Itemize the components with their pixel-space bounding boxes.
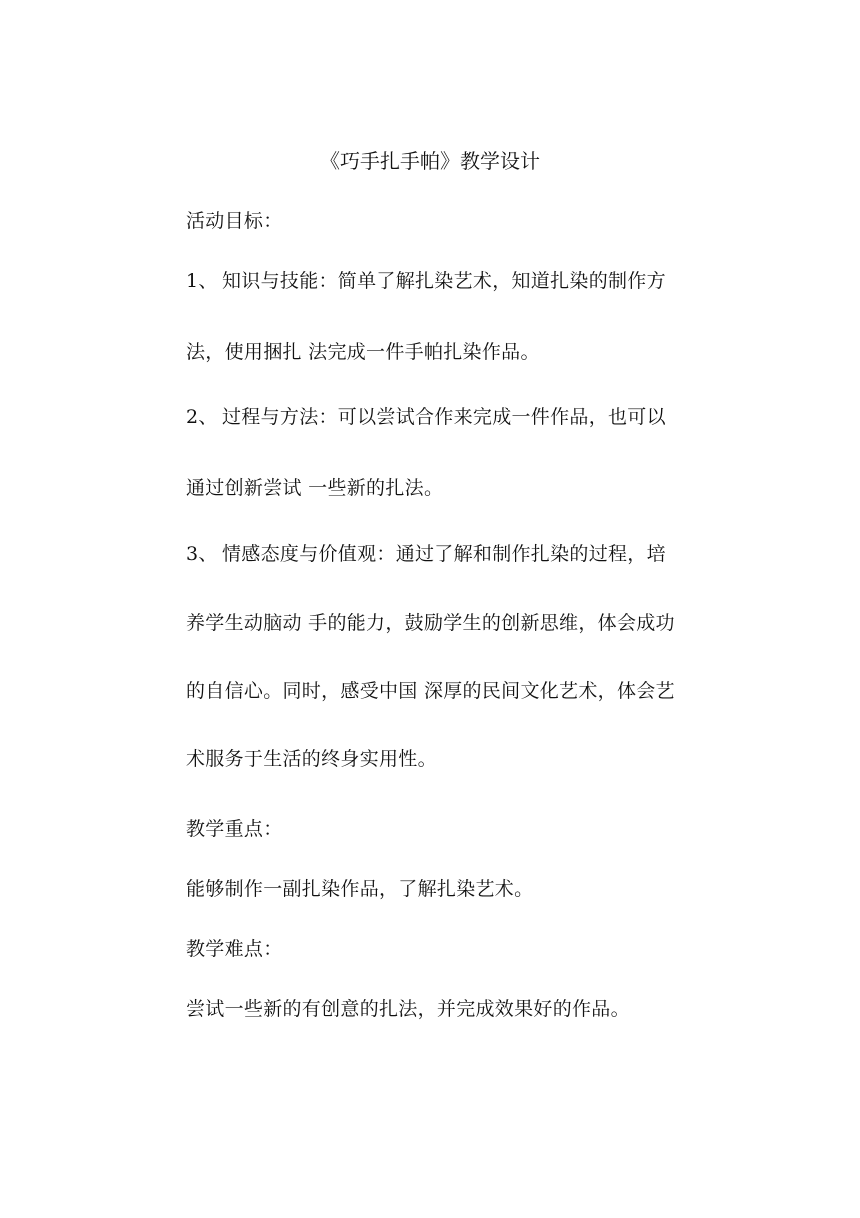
difficulty-heading: 教学难点： <box>186 938 283 960</box>
objective-2-line-1 <box>186 404 666 430</box>
objective-3-line-1 <box>186 541 666 567</box>
objective-3-number: 3、 <box>186 543 218 565</box>
objective-1-line-1 <box>186 268 666 294</box>
objective-3-line-4: 术服务于生活的终身实用性。 <box>186 748 437 770</box>
objective-3-line-3: 的自信心。同时，感受中国 深厚的民间文化艺术，体会艺 <box>186 680 675 702</box>
document-title: 《巧手扎手帕》教学设计 <box>320 149 540 173</box>
difficulty-text: 尝试一些新的有创意的扎法，并完成效果好的作品。 <box>186 998 630 1020</box>
objective-2-line-2: 通过创新尝试 一些新的扎法。 <box>186 477 444 499</box>
objective-1-line-2: 法，使用捆扎 法完成一件手帕扎染作品。 <box>186 341 540 363</box>
objective-1-text: 知识与技能：简单了解扎染艺术，知道扎染的制作方 <box>222 270 666 292</box>
objective-1-number: 1、 <box>186 270 218 292</box>
objective-3-text: 情感态度与价值观：通过了解和制作扎染的过程，培 <box>222 543 666 565</box>
objectives-heading: 活动目标： <box>186 210 283 232</box>
objective-3-line-2: 养学生动脑动 手的能力，鼓励学生的创新思维，体会成功 <box>186 612 675 634</box>
objective-2-text: 过程与方法：可以尝试合作来完成一件作品，也可以 <box>222 406 666 428</box>
key-point-text: 能够制作一副扎染作品，了解扎染艺术。 <box>186 878 534 900</box>
key-point-heading: 教学重点： <box>186 818 283 840</box>
objective-2-number: 2、 <box>186 406 218 428</box>
